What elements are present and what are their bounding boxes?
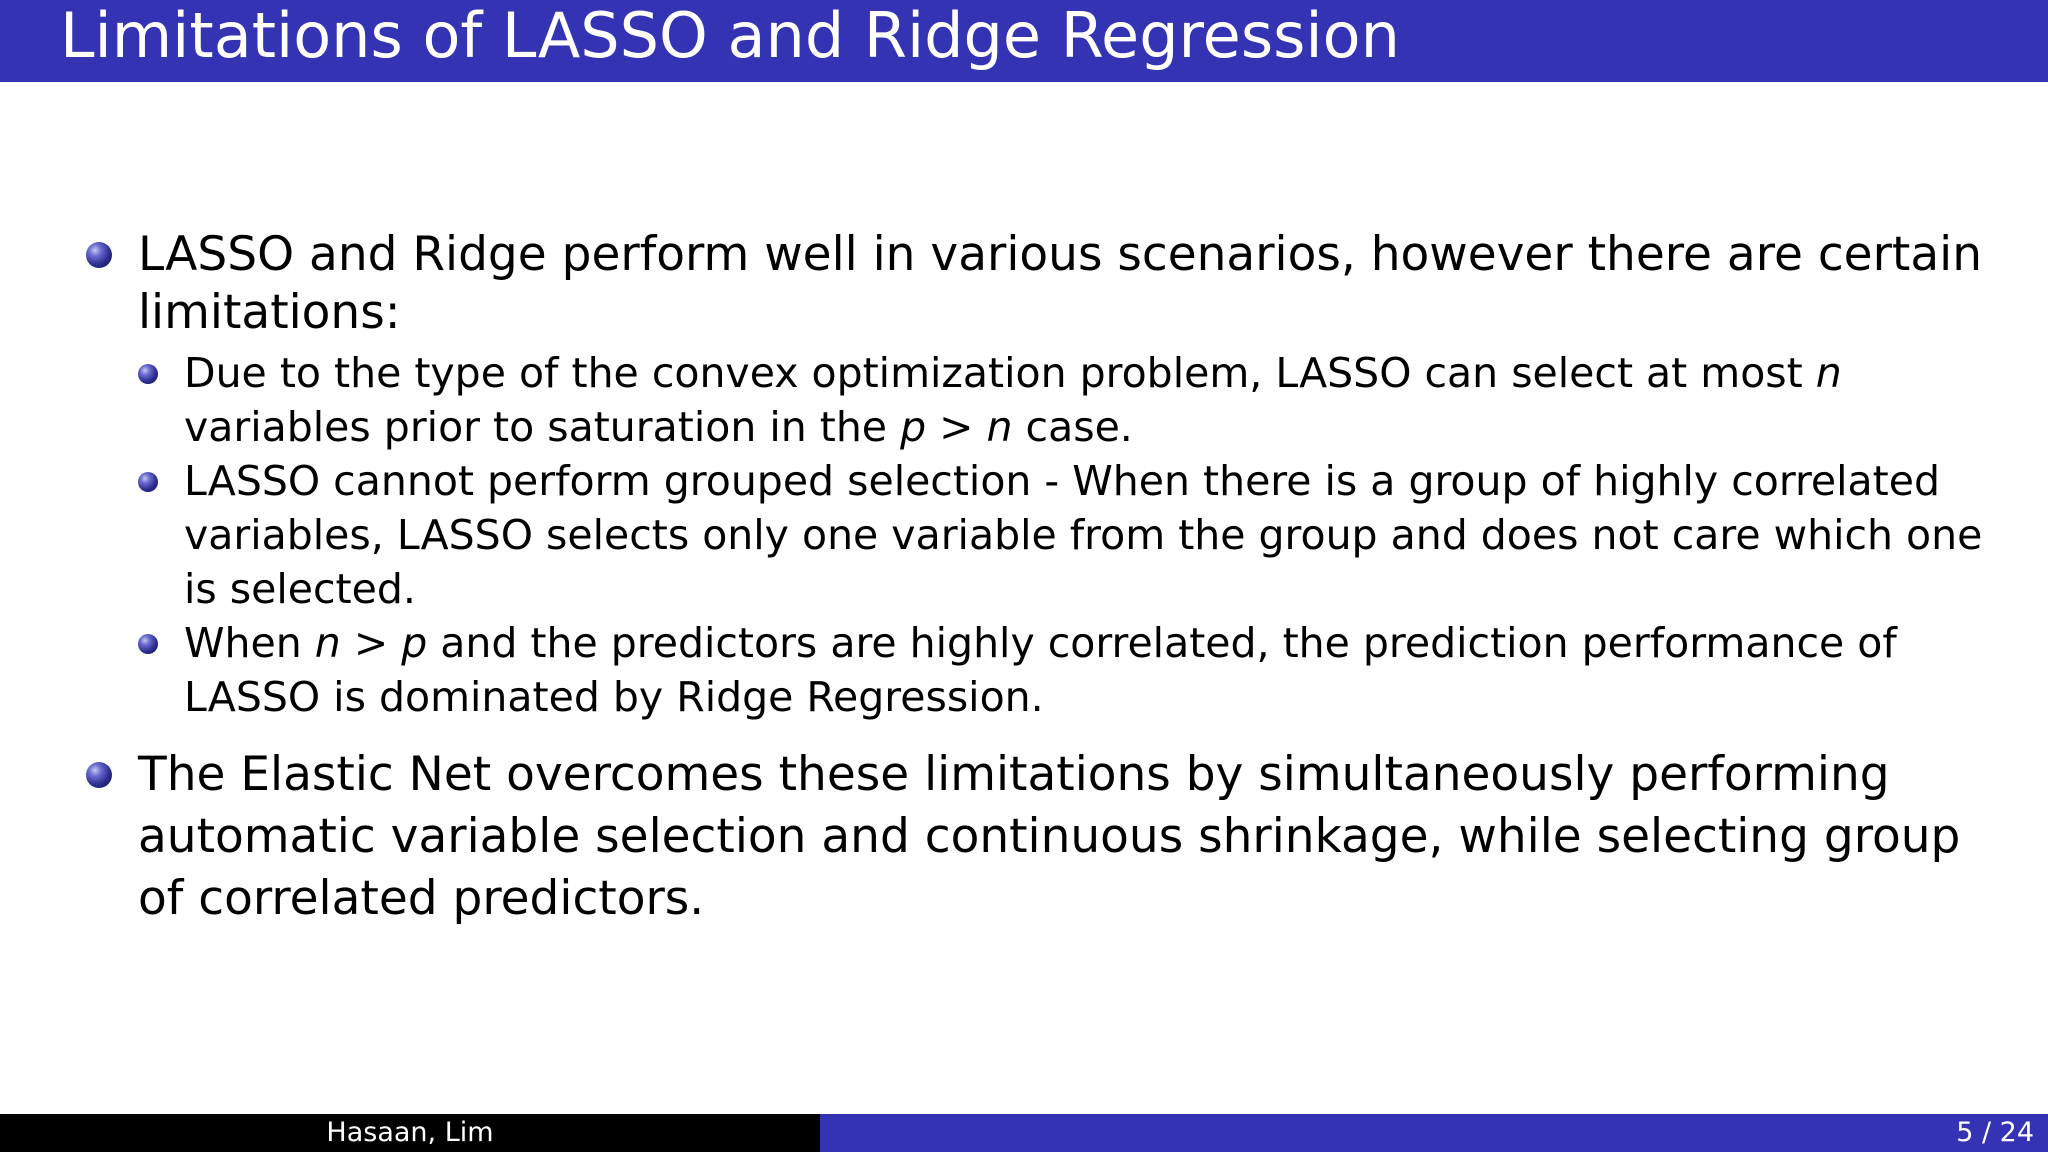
math-variable-n: n [1815, 349, 1842, 397]
sub-bullet-text: LASSO cannot perform grouped selection - When there is a group of highly correlated variables, LASSO selects only one variable from the group and does not care which one is selected. [184, 457, 1983, 613]
sub-bullet-text-continued: variables prior to saturation in the [184, 403, 901, 451]
sub-bullet-text: Due to the type of the convex optimization problem, LASSO can select at most [184, 349, 1816, 397]
sub-bullet-item-grouped-selection [34, 454, 2016, 616]
page-number: 5 / 24 [1956, 1117, 2034, 1148]
math-greater-than: > [340, 619, 402, 667]
sub-bullet-text-end: and the predictors are highly correlated, the prediction performance of LASSO is dominated by Ridge Regression. [184, 619, 1897, 721]
footer [0, 1114, 2048, 1152]
sub-bullet-text: When [184, 619, 315, 667]
sub-bullet-text-end: case. [1012, 403, 1133, 451]
sub-bullet-ball-icon [138, 472, 158, 492]
footer-authors: Hasaan, Lim [0, 1114, 820, 1152]
sub-bullet-item-saturation [34, 346, 2016, 454]
bullet-text: The Elastic Net overcomes these limitations by simultaneously performing automatic variable selection and continuous shrinkage, while selecting group of correlated predictors. [138, 747, 1961, 926]
title-bar [0, 0, 2048, 82]
math-greater-than: > [926, 403, 987, 451]
math-variable-p: p [900, 403, 927, 451]
slide-title: Limitations of LASSO and Ridge Regression [60, 0, 1400, 72]
bullet-ball-icon [86, 242, 112, 268]
bullet-text: LASSO and Ridge perform well in various scenarios, however there are certain limitations: [138, 227, 1982, 340]
sub-bullet-ball-icon [138, 364, 158, 384]
bullet-ball-icon [86, 762, 112, 788]
bullet-item-elastic-net [86, 744, 2016, 930]
slide-content [86, 226, 2016, 930]
bullet-item-limitations [86, 226, 2016, 342]
sub-bullet-list [86, 346, 2016, 724]
sub-bullet-ball-icon [138, 634, 158, 654]
math-variable-n: n [314, 619, 341, 667]
sub-bullet-item-ridge-dominance [34, 616, 2016, 724]
footer-right-bar [820, 1114, 2048, 1152]
math-variable-p: p [401, 619, 428, 667]
math-variable-n: n [986, 403, 1013, 451]
